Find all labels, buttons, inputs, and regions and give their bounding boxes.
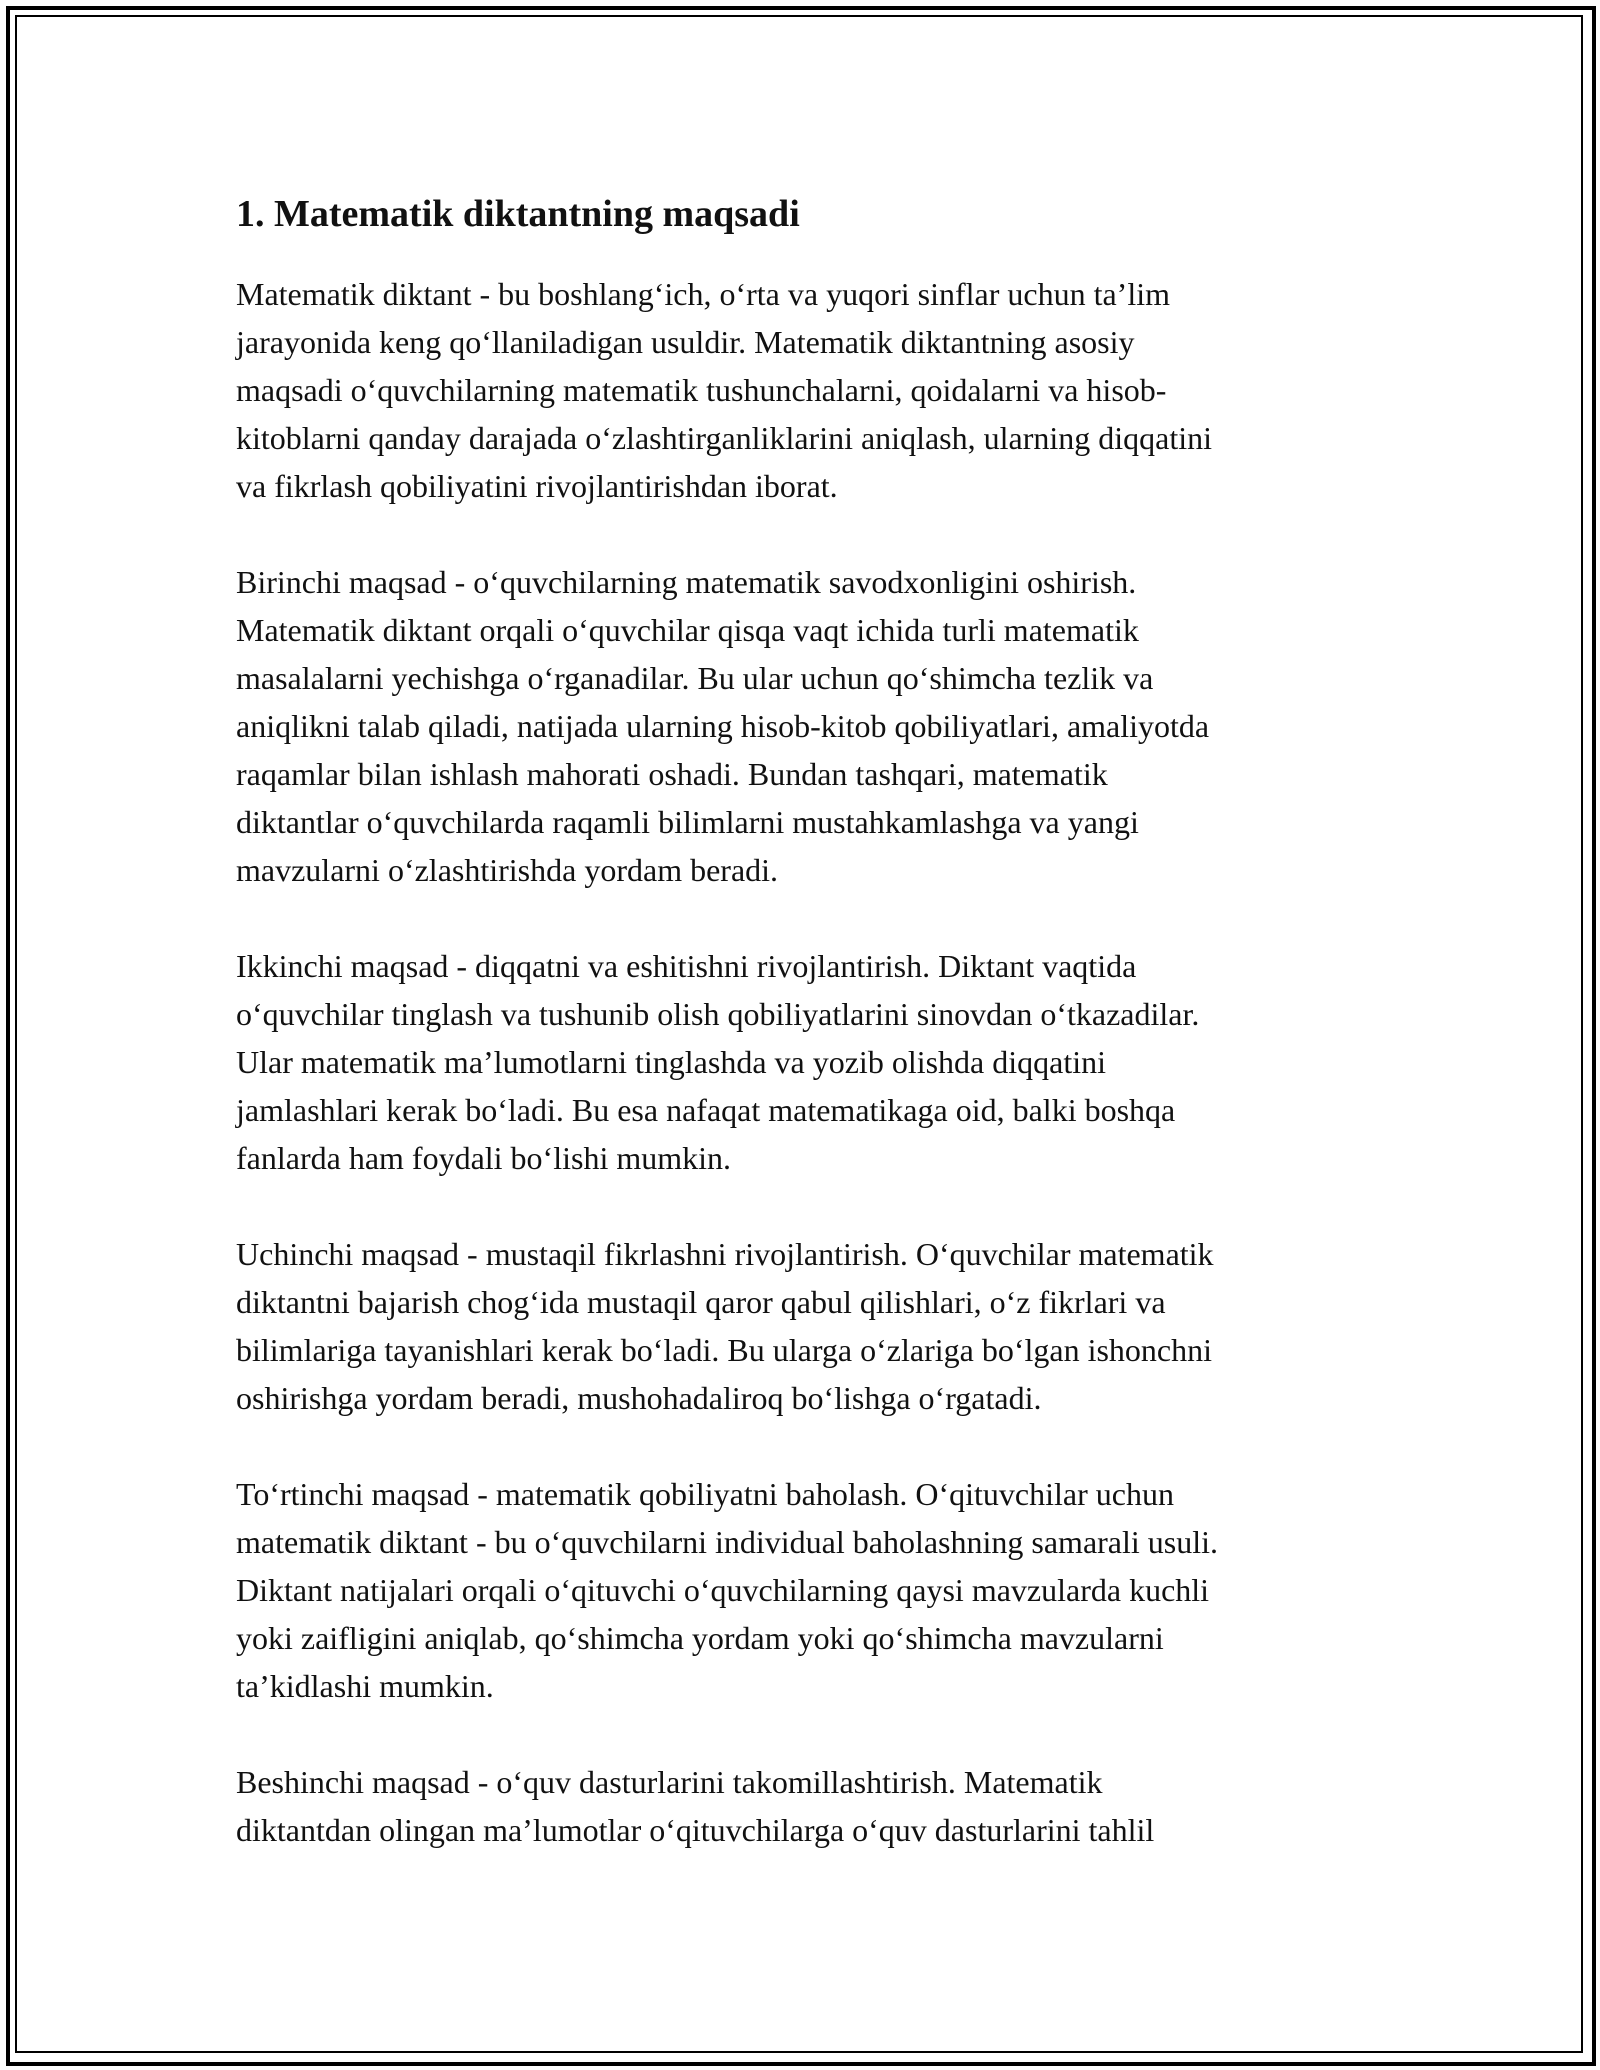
document-body — [236, 188, 1366, 1854]
paragraph-third-goal: Uchinchi maqsad - mustaqil fikrlashni rivojlantirish. O‘quvchilar matematik diktantni bajarish chog‘ida mustaqil qaror qabul qilishlari, o‘z fikrlari va bilimlariga tayanishlari kerak bo‘ladi. Bu ularga o‘zlariga bo‘lgan ishonchni oshirishga yordam beradi, mushohadaliroq bo‘lishga o‘rgatadi. — [236, 1236, 1214, 1416]
paragraph-second-goal: Ikkinchi maqsad - diqqatni va eshitishni rivojlantirish. Diktant vaqtida o‘quvchilar tinglash va tushunib olish qobiliyatlarini sinovdan o‘tkazadilar. Ular matematik ma’lumotlarni tinglashda va yozib olishda diqqatini jamlashlari kerak bo‘ladi. Bu esa nafaqat matematikaga oid, balki boshqa fanlarda ham foydali bo‘lishi mumkin. — [236, 948, 1200, 1176]
paragraph-intro: Matematik diktant - bu boshlang‘ich, o‘rta va yuqori sinflar uchun ta’lim jarayonida keng qo‘llaniladigan usuldir. Matematik diktantning asosiy maqsadi o‘quvchilarning matematik tushunchalarni, qoidalarni va hisob- kitoblarni qanday darajada o‘zlashtirganliklarini aniqlash, ularning diqqatini va fikrlash qobiliyatini rivojlantirishdan iborat. — [236, 276, 1213, 504]
paragraph-fifth-goal: Beshinchi maqsad - o‘quv dasturlarini takomillashtirish. Matematik diktantdan olingan ma’lumotlar o‘qituvchilarga o‘quv dasturlarini tahlil — [236, 1764, 1155, 1848]
section-heading: 1. Matematik diktantning maqsadi — [236, 193, 800, 235]
paragraph-first-goal: Birinchi maqsad - o‘quvchilarning matematik savodxonligini oshirish. Matematik diktant orqali o‘quvchilar qisqa vaqt ichida turli matematik masalalarni yechishga o‘rganadilar. Bu ular uchun qo‘shimcha tezlik va aniqlikni talab qiladi, natijada ularning hisob-kitob qobiliyatlari, amaliyotda raqamlar bilan ishlash mahorati oshadi. Bundan tashqari, matematik diktantlar o‘quvchilarda raqamli bilimlarni mustahkamlashga va yangi mavzularni o‘zlashtirishda yordam beradi. — [236, 564, 1210, 888]
paragraph-fourth-goal: To‘rtinchi maqsad - matematik qobiliyatni baholash. O‘qituvchilar uchun matematik diktant - bu o‘quvchilarni individual baholashning samarali usuli. Diktant natijalari orqali o‘qituvchi o‘quvchilarning qaysi mavzularda kuchli yoki zaifligini aniqlab, qo‘shimcha yordam yoki qo‘shimcha mavzularni ta’kidlashi mumkin. — [236, 1476, 1219, 1704]
